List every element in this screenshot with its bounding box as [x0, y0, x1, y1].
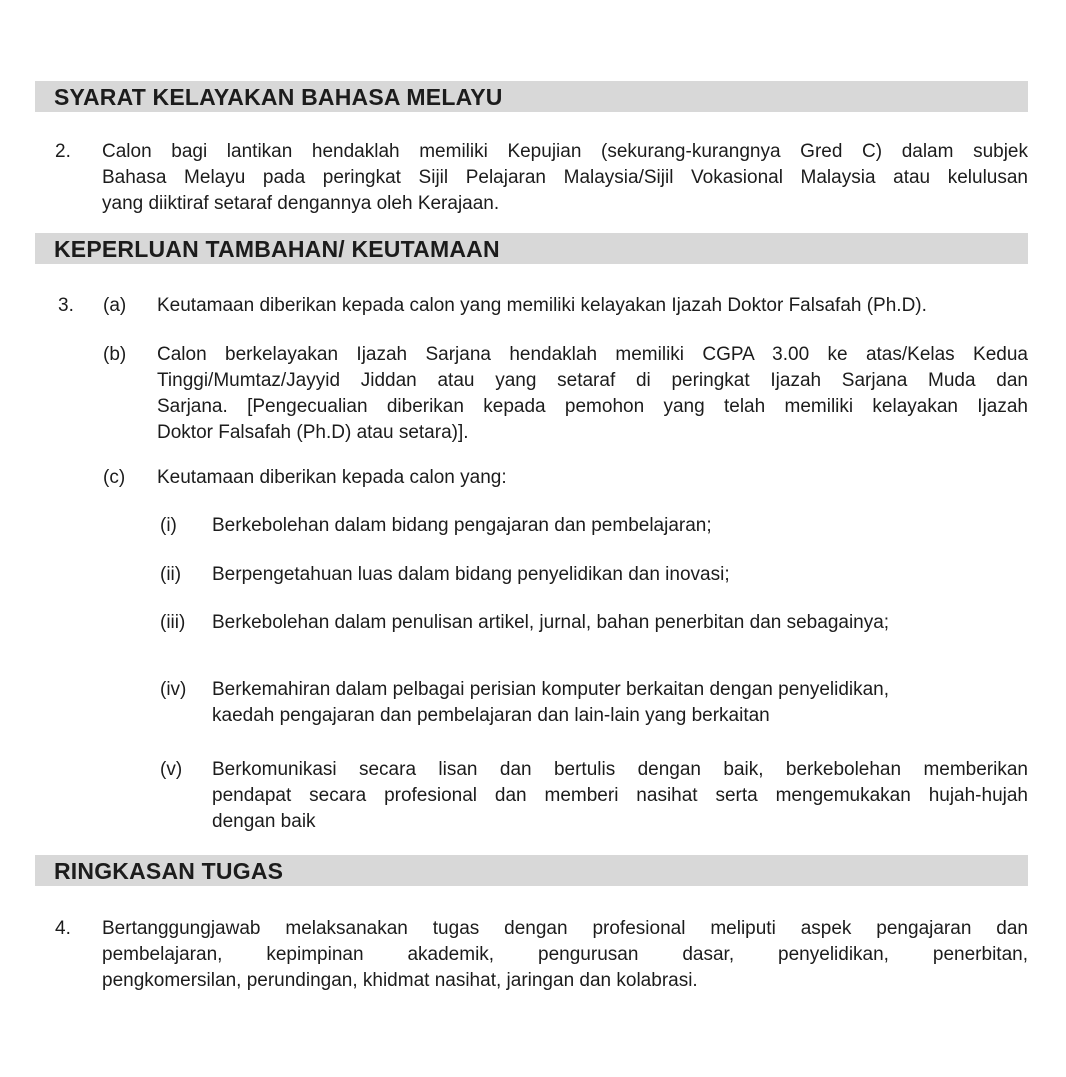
text-line: yang diiktiraf setaraf dengannya oleh Kerajaan. — [102, 193, 500, 214]
clause-number: 2. — [55, 141, 71, 162]
text-line: Tinggi/Mumtaz/Jayyid Jiddan atau yang setaraf di peringkat Ijazah Sarjana Muda dan — [157, 370, 1028, 391]
text-line: Calon bagi lantikan hendaklah memiliki Kepujian (sekurang-kurangnya Gred C) dalam subjek — [102, 141, 1028, 162]
item-label: (c) — [103, 467, 126, 488]
text-line: Berpengetahuan luas dalam bidang penyelidikan dan inovasi; — [212, 564, 730, 585]
clause-4 — [55, 916, 1066, 994]
text-line: pembelajaran, kepimpinan akademik, pengurusan dasar, penyelidikan, penerbitan, — [102, 944, 1028, 965]
item-label: (a) — [103, 295, 127, 316]
item-text — [212, 757, 1028, 835]
text-line: Berkomunikasi secara lisan dan bertulis dengan baik, berkebolehan memberikan — [212, 759, 1028, 780]
criterion-ii — [160, 562, 1066, 588]
text-line: pendapat secara profesional dan memberi nasihat serta mengemukakan hujah-hujah — [212, 785, 1028, 806]
section-header-ringkasan-tugas — [35, 855, 1028, 886]
text-line: pengkomersilan, perundingan, khidmat nasihat, jaringan dan kolabrasi. — [102, 970, 698, 991]
text-line: Sarjana. [Pengecualian diberikan kepada pemohon yang telah memiliki kelayakan Ijazah — [157, 396, 1028, 417]
section-header-syarat-kelayakan — [35, 81, 1028, 112]
clause-number: 4. — [55, 918, 71, 939]
text-line: kaedah pengajaran dan pembelajaran dan lain-lain yang berkaitan — [212, 705, 770, 726]
item-text — [157, 342, 1028, 446]
item-label: (ii) — [160, 564, 182, 585]
item-text — [212, 610, 1028, 636]
clause-number: 3. — [58, 295, 74, 316]
clause-text — [102, 916, 1028, 994]
clause-3-item-c — [58, 465, 1066, 491]
criterion-v — [160, 757, 1066, 835]
item-text — [212, 513, 1028, 539]
item-label: (iii) — [160, 612, 186, 633]
text-line: Keutamaan diberikan kepada calon yang memiliki kelayakan Ijazah Doktor Falsafah (Ph.D). — [157, 295, 927, 316]
text-line: Berkebolehan dalam bidang pengajaran dan pembelajaran; — [212, 515, 712, 536]
clause-text — [102, 139, 1028, 217]
item-text — [212, 677, 1028, 729]
clause-3-item-a — [58, 293, 1066, 319]
text-line: Bertanggungjawab melaksanakan tugas dengan profesional meliputi aspek pengajaran dan — [102, 918, 1028, 939]
item-label: (v) — [160, 759, 183, 780]
section-header-label: SYARAT KELAYAKAN BAHASA MELAYU — [54, 83, 503, 110]
item-text — [157, 465, 1028, 491]
clause-3-item-b — [58, 342, 1066, 446]
text-line: dengan baik — [212, 811, 316, 832]
criterion-iv — [160, 677, 1066, 729]
text-line: Bahasa Melayu pada peringkat Sijil Pelajaran Malaysia/Sijil Vokasional Malaysia atau kelulusan — [102, 167, 1028, 188]
item-label: (iv) — [160, 679, 187, 700]
section-header-label: RINGKASAN TUGAS — [54, 857, 284, 884]
text-line: Berkemahiran dalam pelbagai perisian komputer berkaitan dengan penyelidikan, — [212, 679, 890, 700]
text-line: Calon berkelayakan Ijazah Sarjana hendaklah memiliki CGPA 3.00 ke atas/Kelas Kedua — [157, 344, 1028, 365]
criterion-i — [160, 513, 1066, 539]
text-line: Doktor Falsafah (Ph.D) atau setara)]. — [157, 422, 469, 443]
item-label: (i) — [160, 515, 177, 536]
item-text — [157, 293, 1028, 319]
item-text — [212, 562, 1028, 588]
text-line: Keutamaan diberikan kepada calon yang: — [157, 467, 507, 488]
text-line: Berkebolehan dalam penulisan artikel, jurnal, bahan penerbitan dan sebagainya; — [212, 612, 890, 633]
section-header-keperluan-tambahan — [35, 233, 1028, 264]
item-label: (b) — [103, 344, 127, 365]
section-header-label: KEPERLUAN TAMBAHAN/ KEUTAMAAN — [54, 235, 500, 262]
clause-2 — [55, 139, 1066, 217]
criterion-iii — [160, 610, 1066, 636]
